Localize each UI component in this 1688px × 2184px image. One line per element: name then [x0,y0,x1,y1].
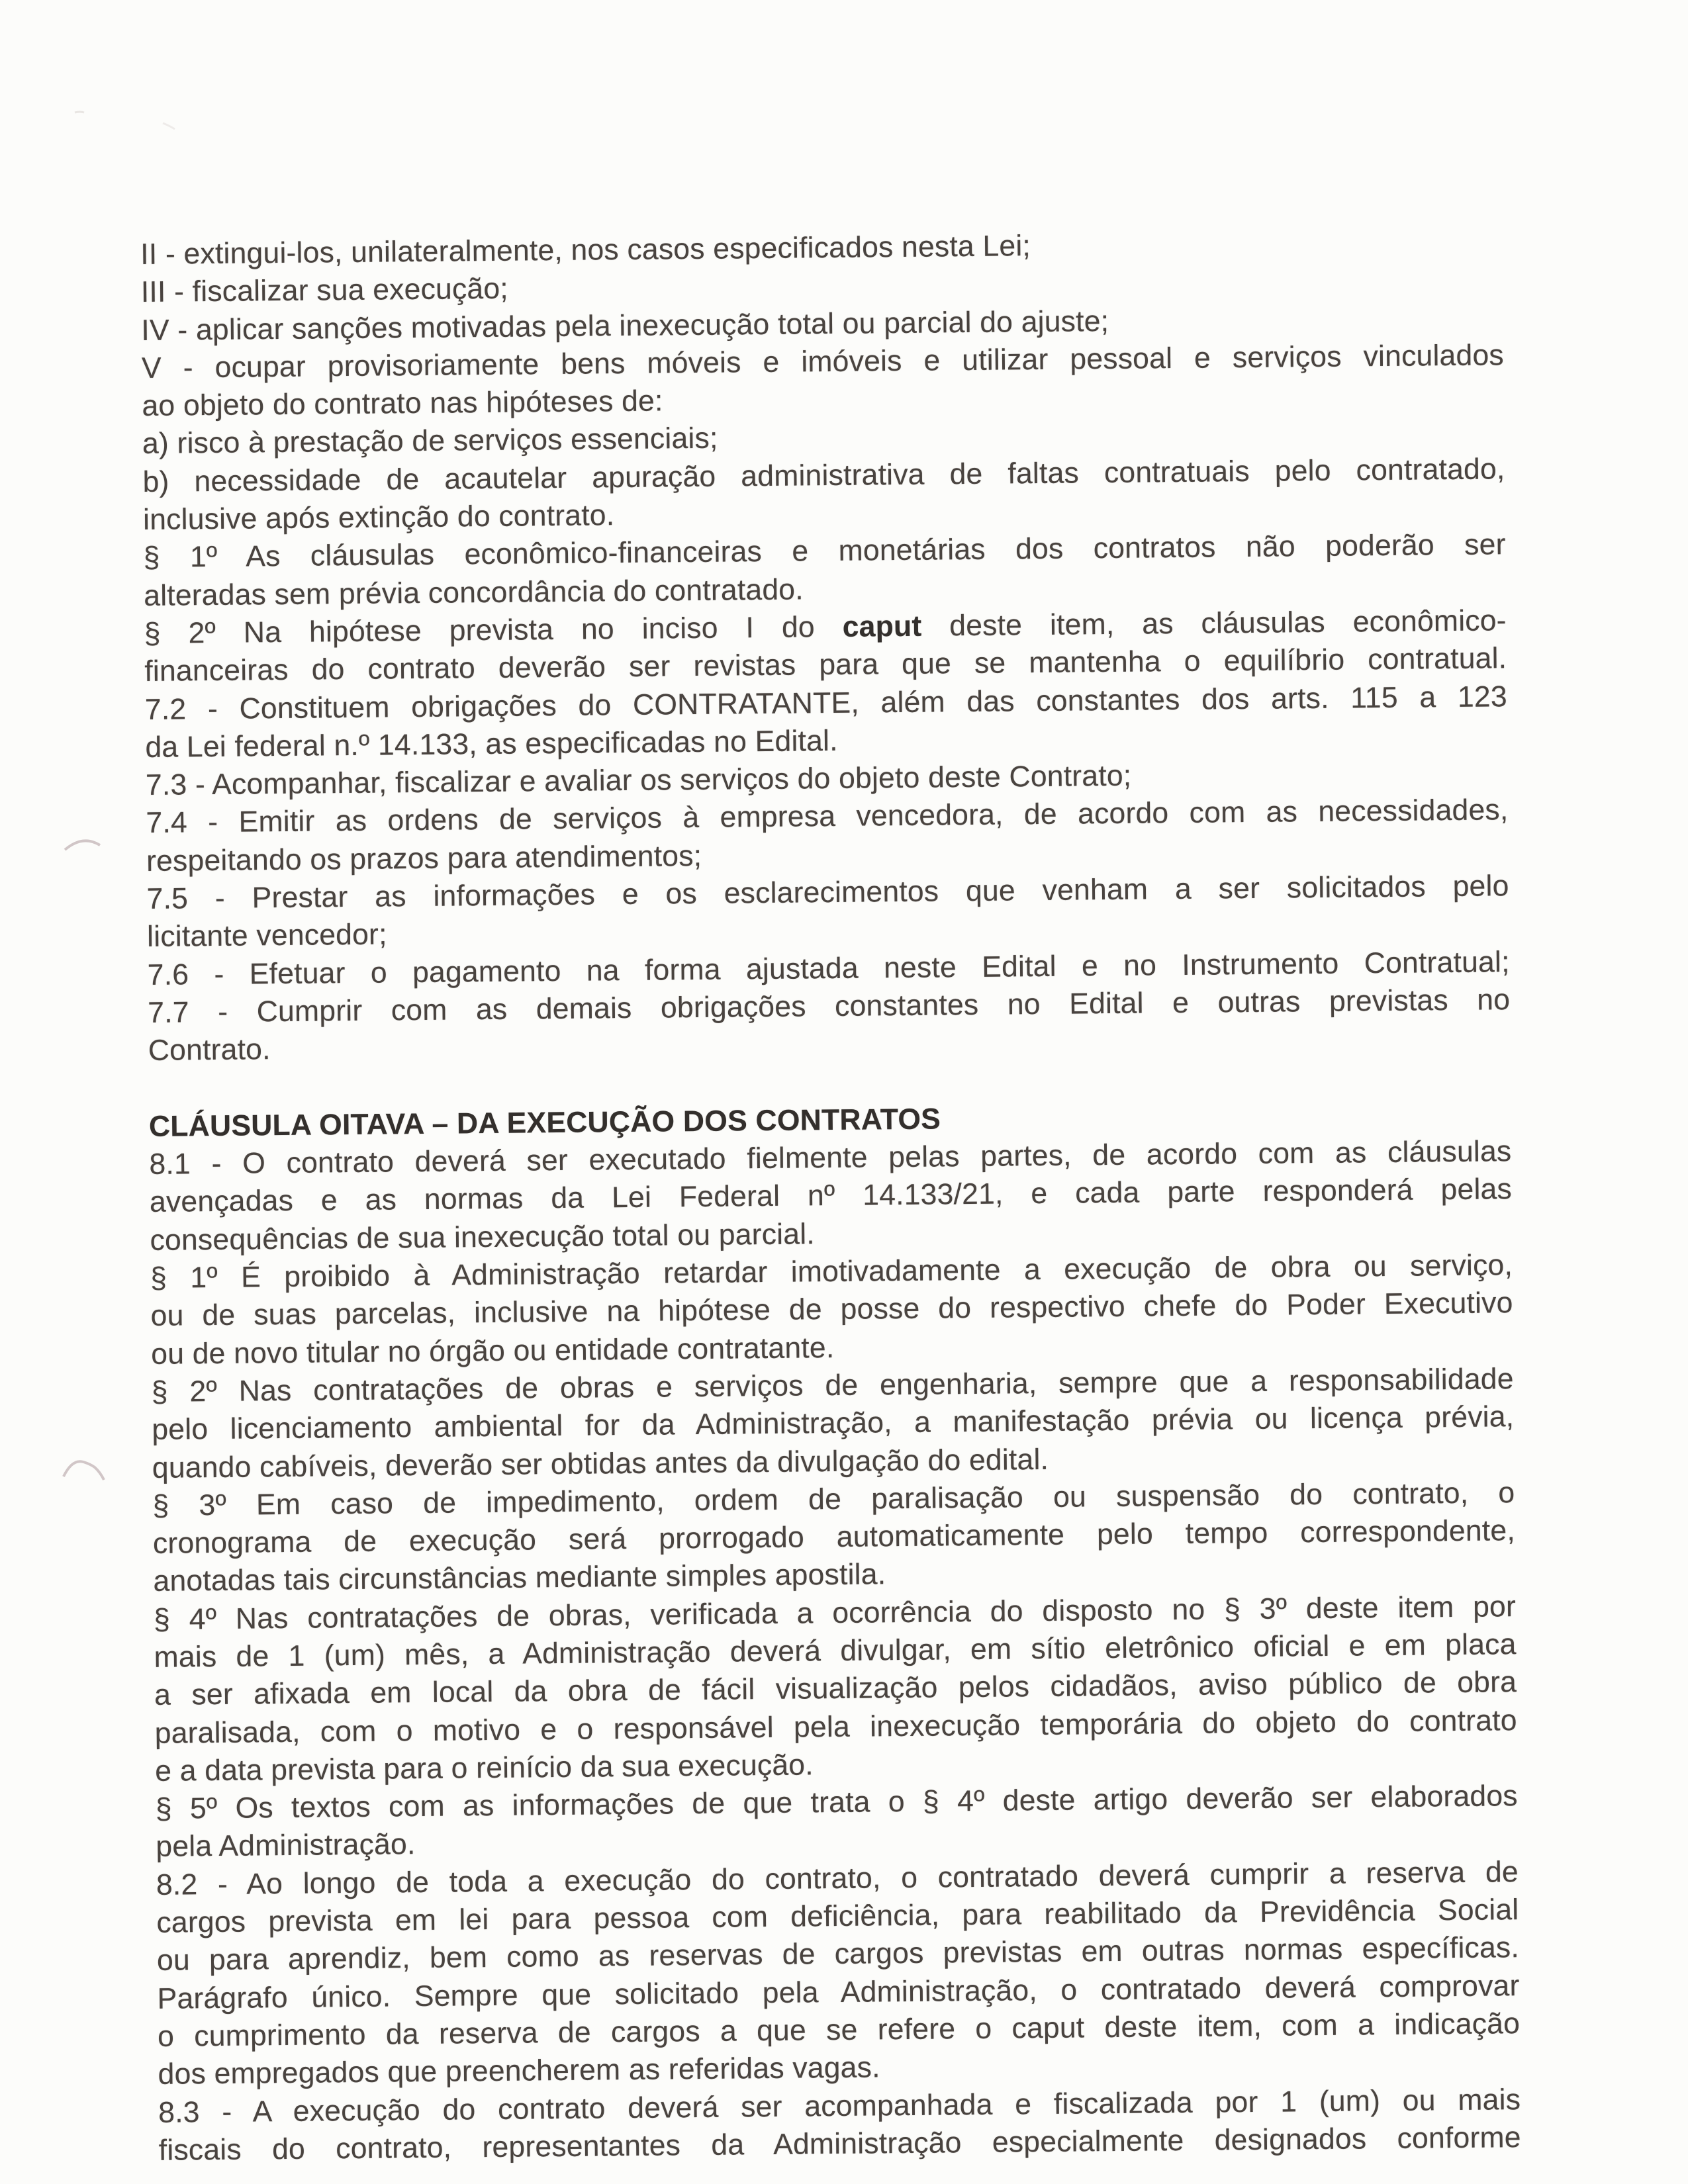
document-text [140,222,1521,2169]
text-line: anotadas tais circunstâncias mediante simples apostila. [153,1558,886,1598]
text-line: dos empregados que preencherem as referidas vagas. [158,2051,880,2091]
text-line: ao objeto do contrato nas hipóteses de: [142,385,663,423]
text-line: § 5º Os textos com as informações de que trata o § 4º deste artigo deverão ser elaborados [155,1780,1518,1826]
clause-heading: CLÁUSULA OITAVA – DA EXECUÇÃO DOS CONTRATOS [148,1103,941,1143]
text-line: ou para aprendiz, bem como as reservas de cargos previstas em outras normas específicas. [156,1931,1520,1978]
text-line: a) risco à prestação de serviços essenciais; [142,422,718,461]
text-line: II - extingui-los, unilateralmente, nos casos especificados nesta Lei; [140,230,1031,271]
text-line: 7.7 - Cumprir com as demais obrigações constantes no Edital e outras previstas no [148,983,1511,1029]
text-line: 7.2 - Constituem obrigações do CONTRATANTE, além das constantes dos arts. 115 a 123 [144,680,1508,726]
bold-term: caput [842,610,922,643]
text-run: deste item, as cláusulas econômico- [921,604,1507,643]
text-line: b) necessidade de acautelar apuração administrativa de faltas contratuais pelo contratado, [142,453,1505,498]
text-line: Parágrafo único. Sempre que solicitado pela Administração, o contratado deverá comprovar [157,1969,1520,2015]
text-line: 7.5 - Prestar as informações e os esclarecimentos que venham a ser solicitados pelo [146,870,1509,915]
text-line: 8.1 - O contrato deverá ser executado fielmente pelas partes, de acordo com as cláusulas [149,1135,1512,1181]
text-line: ou de novo titular no órgão ou entidade contratante. [150,1331,835,1371]
text-line: mais de 1 (um) mês, a Administração deverá divulgar, em sítio eletrônico oficial e em placa [154,1628,1517,1674]
text-line: § 1º É proibido à Administração retardar imotivadamente a execução de obra ou serviço, [150,1249,1513,1295]
text-line: § 2º Nas contratações de obras e serviços de engenharia, sempre que a responsabilidade [151,1363,1514,1408]
text-line: cargos prevista em lei para pessoa com deficiência, para reabilitado da Previdência Social [156,1893,1519,1939]
text-line: § 1º As cláusulas econômico-financeiras e monetárias dos contratos não poderão ser [143,528,1506,574]
text-line: 7.4 - Emitir as ordens de serviços à empresa vencedora, de acordo com as necessidades, [146,794,1509,840]
text-line: da Lei federal n.º 14.133, as especificadas no Edital. [145,724,838,764]
text-line: licitante vencedor; [146,918,387,954]
text-line: III - fiscalizar sua execução; [140,272,509,309]
text-run: § 2º Na hipótese prevista no inciso I do [144,610,843,650]
text-line: quando cabíveis, deverão ser obtidas antes da divulgação do edital. [152,1443,1049,1484]
text-line: a ser afixada em local da obra de fácil visualização pelos cidadãos, aviso público de obra [154,1666,1517,1712]
text-line: financeiras do contrato deverão ser revistas para que se mantenha o equilíbrio contratual. [144,642,1507,688]
scan-artifact-dash [163,123,175,129]
scan-artifact-dash [75,112,84,113]
text-line: consequências de sua inexecução total ou parcial. [150,1218,816,1257]
text-line: o cumprimento da reserva de cargos a que se refere o caput deste item, com a indicação [157,2007,1521,2053]
text-line: pelo licenciamento ambiental for da Administração, a manifestação prévia ou licença prévia, [152,1400,1515,1447]
text-line: paralisada, com o motivo e o responsável pela inexecução temporária do objeto do contrato [154,1704,1517,1750]
text-line: alteradas sem prévia concordância do contratado. [143,573,804,612]
text-line: 7.3 - Acompanhar, fiscalizar e avaliar os serviços do objeto deste Contrato; [145,759,1132,802]
text-line: pela Administração. [156,1828,416,1864]
text-line: fiscais do contrato, representantes da Administração especialmente designados conforme [158,2120,1521,2167]
scan-artifact-arc [64,1461,104,1480]
text-line: § 4º Nas contratações de obras, verificada a ocorrência do disposto no § 3º deste item por [153,1590,1517,1636]
text-line: e a data prevista para o reinício da sua execução. [155,1749,814,1788]
text-line: § 3º Em caso de impedimento, ordem de paralisação ou suspensão do contrato, o [152,1476,1515,1522]
text-line: V - ocupar provisoriamente bens móveis e imóveis e utilizar pessoal e serviços vinculados [141,339,1505,385]
text-line: 7.6 - Efetuar o pagamento na forma ajustada neste Edital e no Instrumento Contratual; [147,945,1510,991]
text-line: Contrato. [148,1033,271,1068]
text-line: 8.2 - Ao longo de toda a execução do contrato, o contratado deverá cumprir a reserva de [156,1855,1519,1901]
text-line: avençadas e as normas da Lei Federal nº 14.133/21, e cada parte responderá pelas [149,1173,1513,1219]
text-line: respeitando os prazos para atendimentos; [146,839,702,878]
text-line: cronograma de execução será prorrogado automaticamente pelo tempo correspondente, [152,1514,1516,1561]
text-line: ou de suas parcelas, inclusive na hipótese de posse do respectivo chefe do Poder Executivo [150,1287,1513,1333]
text-line: IV - aplicar sanções motivadas pela inexecução total ou parcial do ajuste; [141,304,1109,347]
text-line: inclusive após extinção do contrato. [142,499,615,537]
scan-artifact-arc [65,841,100,850]
text-line: 8.3 - A execução do contrato deverá ser acompanhada e fiscalizada por 1 (um) ou mais [158,2083,1521,2129]
